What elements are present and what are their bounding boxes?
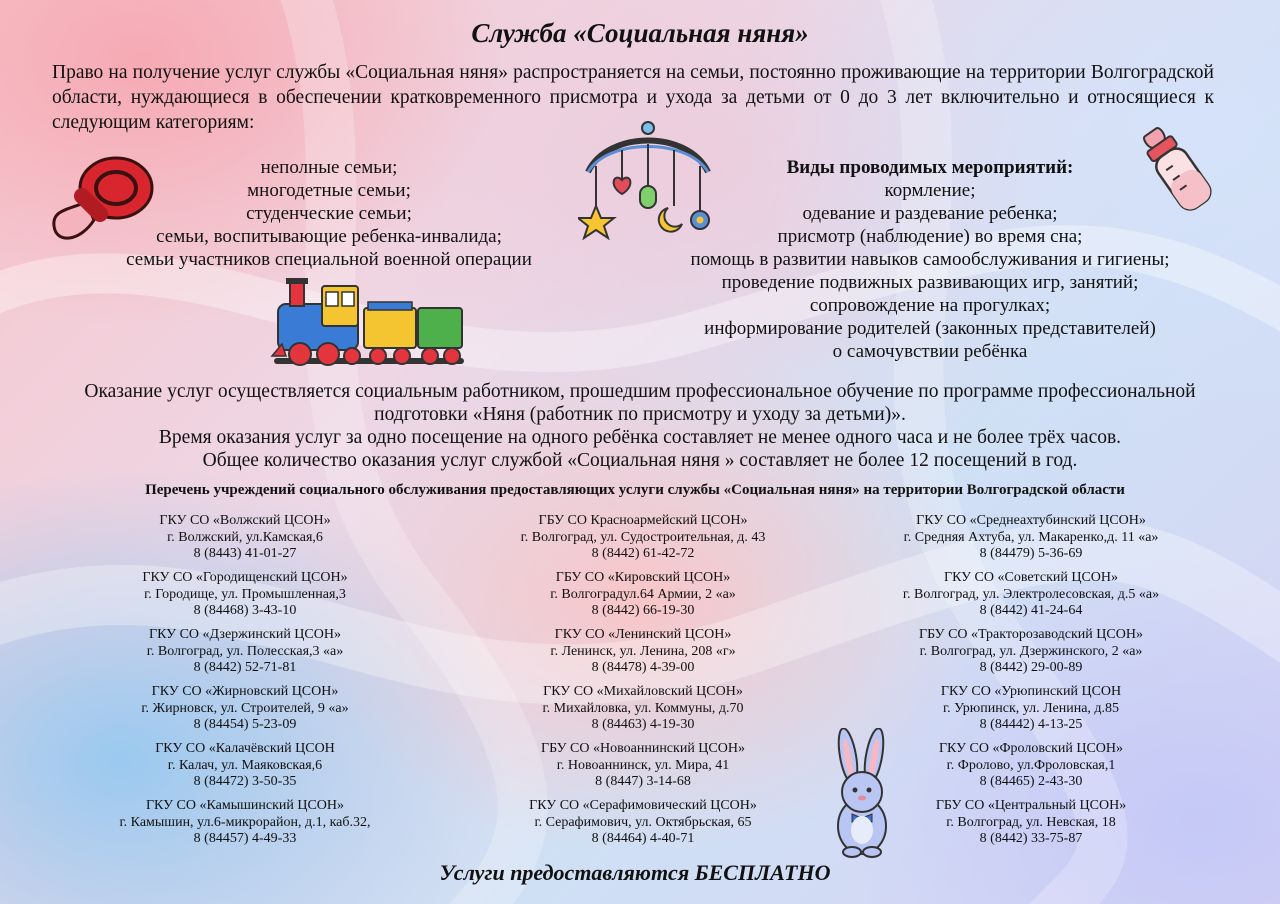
institution-phone: 8 (8442) 41-24-64 — [979, 603, 1083, 618]
institution-address: г. Волгоград, ул. Судостроительная, д. 43 — [520, 529, 766, 545]
provision-line: Время оказания услуг за одно посещение на одного ребёнка составляет не менее одного часа и не более трёх часов. — [158, 427, 1122, 448]
institution-entry — [866, 570, 1196, 620]
institution-address: г. Волгоград, ул. Невская, 18 — [946, 814, 1116, 830]
activity-item: проведение подвижных развивающих игр, занятий; — [721, 272, 1139, 293]
institution-phone: 8 (84468) 3-43-10 — [193, 603, 297, 618]
category-item: семьи, воспитывающие ребенка-инвалида; — [156, 226, 502, 247]
institution-name: ГКУ СО «Городищенский ЦСОН» — [142, 570, 348, 585]
activity-item: присмотр (наблюдение) во время сна; — [777, 226, 1083, 247]
provision-line: подготовки «Няня (работник по присмотру и уходу за детьми)». — [374, 404, 906, 425]
category-item: неполные семьи; — [260, 157, 398, 178]
institution-entry — [80, 741, 410, 791]
provision-line: Общее количество оказания услуг службой «Социальная няня » составляет не более 12 посещений в год. — [202, 450, 1078, 471]
institution-name: ГБУ СО «Новоаннинский ЦСОН» — [541, 741, 745, 756]
institution-entry — [478, 741, 808, 791]
institution-phone: 8 (8447) 3-14-68 — [595, 774, 691, 789]
institution-name: ГКУ СО «Дзержинский ЦСОН» — [149, 627, 341, 642]
institution-name: ГБУ СО «Кировский ЦСОН» — [555, 570, 731, 585]
institution-address: г. Волгоград, ул. Электролесовская, д.5 «а» — [902, 586, 1160, 602]
institution-entry — [866, 684, 1196, 734]
institution-phone: 8 (84457) 4-49-33 — [193, 831, 297, 846]
institution-name: ГКУ СО «Серафимовический ЦСОН» — [529, 798, 757, 813]
institution-name: ГКУ СО «Среднеахтубинский ЦСОН» — [916, 513, 1146, 528]
toy-train-icon — [268, 278, 468, 374]
institution-entry — [478, 570, 808, 620]
institution-phone: 8 (8442) 29-00-89 — [979, 660, 1083, 675]
institution-name: ГКУ СО «Фроловский ЦСОН» — [938, 741, 1124, 756]
institution-phone: 8 (84463) 4-19-30 — [591, 717, 695, 732]
institution-phone: 8 (8442) 52-71-81 — [193, 660, 297, 675]
institution-phone: 8 (84472) 3-50-35 — [193, 774, 297, 789]
institution-name: ГБУ СО «Центральный ЦСОН» — [935, 798, 1127, 813]
institution-entry — [80, 570, 410, 620]
intro-text: Право на получение услуг службы «Социальная няня» распространяется на семьи, постоянно проживающие на территории Волгоградской области, нуждающиеся в обеспечении кратковременного присмотра и ухода за детьми от 0 до 3 лет включительно и относящиеся к следующим категориям: — [52, 62, 1214, 133]
institution-name: ГКУ СО «Ленинский ЦСОН» — [554, 627, 732, 642]
institution-name: ГКУ СО «Советский ЦСОН» — [943, 570, 1119, 585]
institution-address: г. Волгоград, ул. Дзержинского, 2 «а» — [919, 643, 1143, 659]
institution-phone: 8 (8442) 33-75-87 — [979, 831, 1083, 846]
provision-text — [20, 380, 1260, 472]
institution-name: ГКУ СО «Камышинский ЦСОН» — [145, 798, 345, 813]
institution-phone: 8 (84442) 4-13-25 — [979, 717, 1083, 732]
institution-address: г. Серафимович, ул. Октябрьская, 65 — [534, 814, 752, 830]
institution-address: г. Жирновск, ул. Строителей, 9 «а» — [141, 700, 349, 716]
page-title: Служба «Социальная няня» — [471, 18, 809, 48]
provision-line: Оказание услуг осуществляется социальным работником, прошедшим профессиональное обучение по программе профессиональной — [84, 381, 1196, 402]
institution-entry — [478, 627, 808, 677]
institution-address: г. Ленинск, ул. Ленина, 208 «г» — [550, 643, 736, 659]
institution-entry — [478, 684, 808, 734]
institution-phone: 8 (8442) 66-19-30 — [591, 603, 695, 618]
category-item: семьи участников специальной военной операции — [126, 249, 532, 270]
institution-name: ГБУ СО «Тракторозаводский ЦСОН» — [919, 627, 1143, 642]
institution-address: г. Фролово, ул.Фроловская,1 — [946, 757, 1116, 773]
institution-phone: 8 (84478) 4-39-00 — [591, 660, 695, 675]
institution-address: г. Городище, ул. Промышленная,3 — [144, 586, 346, 602]
institution-phone: 8 (8442) 61-42-72 — [591, 546, 695, 561]
activity-item: помощь в развитии навыков самообслуживания и гигиены; — [690, 249, 1170, 270]
institution-address: г. Волгоградул.64 Армии, 2 «а» — [550, 586, 736, 602]
institution-name: ГБУ СО Красноармейский ЦСОН» — [538, 513, 748, 528]
institution-entry — [866, 627, 1196, 677]
institution-entry — [80, 627, 410, 677]
institution-entry — [478, 513, 808, 563]
institutions-list-title: Перечень учреждений социального обслуживания предоставляющих услуги службы «Социальная няня» на территории Волгоградской области — [145, 482, 1125, 498]
category-item: студенческие семьи; — [246, 203, 412, 224]
institution-name: ГКУ СО «Михайловский ЦСОН» — [543, 684, 743, 699]
institution-phone: 8 (8443) 41-01-27 — [193, 546, 297, 561]
institution-entry — [478, 798, 808, 848]
activity-item: информирование родителей (законных представителей) — [704, 318, 1156, 339]
institution-name: ГКУ СО «Жирновский ЦСОН» — [151, 684, 339, 699]
institution-entry — [80, 684, 410, 734]
institution-entry — [80, 513, 410, 563]
institution-entry — [866, 513, 1196, 563]
activities-title: Виды проводимых мероприятий: — [786, 157, 1074, 178]
institution-address: г. Урюпинск, ул. Ленина, д.85 — [942, 700, 1120, 716]
activity-item: кормление; — [884, 180, 976, 201]
free-services-footer: Услуги предоставляются БЕСПЛАТНО — [439, 860, 831, 885]
institution-entry — [866, 798, 1196, 848]
institution-name: ГКУ СО «Калачёвский ЦСОН — [155, 741, 335, 756]
institution-address: г. Волгоград, ул. Полесская,3 «а» — [146, 643, 344, 659]
institution-entry — [866, 741, 1196, 791]
baby-bottle-icon — [1132, 120, 1222, 220]
bunny-toy-icon — [822, 728, 902, 858]
institution-phone: 8 (84464) 4-40-71 — [591, 831, 695, 846]
institution-entry — [80, 798, 410, 848]
category-item: многодетные семьи; — [247, 180, 411, 201]
activity-item: одевание и раздевание ребенка; — [802, 203, 1058, 224]
categories-list — [90, 156, 568, 271]
institution-address: г. Калач, ул. Маяковская,6 — [167, 757, 323, 773]
activity-item: о самочувствии ребёнка — [832, 341, 1028, 362]
institution-address: г. Новоаннинск, ул. Мира, 41 — [556, 757, 730, 773]
institution-name: ГКУ СО «Урюпинский ЦСОН — [940, 684, 1122, 699]
institution-address: г. Камышин, ул.6-микрорайон, д.1, каб.32, — [119, 814, 371, 830]
institution-address: г. Средняя Ахтуба, ул. Макаренко,д. 11 «а» — [903, 529, 1159, 545]
institution-phone: 8 (84479) 5-36-69 — [979, 546, 1083, 561]
activity-item: сопровождение на прогулках; — [809, 295, 1051, 316]
institution-phone: 8 (84454) 5-23-09 — [193, 717, 297, 732]
institution-name: ГКУ СО «Волжский ЦСОН» — [159, 513, 331, 528]
institution-address: г. Михайловка, ул. Коммуны, д.70 — [542, 700, 744, 716]
institution-phone: 8 (84465) 2-43-30 — [979, 774, 1083, 789]
institution-address: г. Волжский, ул.Камская,6 — [167, 529, 323, 545]
